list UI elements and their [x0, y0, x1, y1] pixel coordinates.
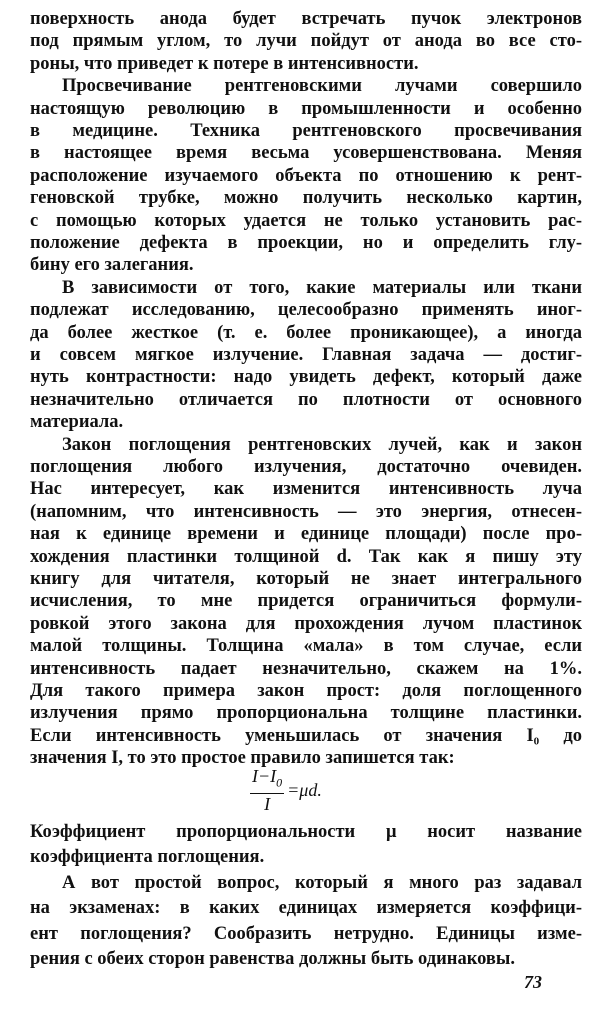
text-line: Для такого примера закон прост: доля поглощенного	[30, 681, 582, 701]
text-line: значения I, то это простое правило запишется так:	[30, 748, 455, 769]
text-line: роны, что приведет к потере в интенсивности.	[30, 53, 419, 74]
text-line: интенсивность падает незначительно, скажем на 1%.	[30, 658, 582, 679]
text-line: коэффициента поглощения.	[30, 847, 265, 868]
formula-denominator: I	[264, 793, 271, 814]
text-line: расположение изучаемого объекта по отношению к рент-	[30, 165, 582, 186]
text-line: ент поглощения? Сообразить нетрудно. Единицы изме-	[30, 923, 582, 944]
text-line: малой толщины. Толщина «мала» в том случае, если	[30, 636, 582, 657]
text-line: с помощью которых удается не только установить рас-	[30, 210, 582, 231]
absorption-formula	[250, 768, 322, 812]
text-line: поверхность анода будет встречать пучок электронов	[30, 9, 582, 29]
text-line: ная к единице времени и единице площади) после про-	[30, 524, 582, 545]
formula-subscript: 0	[276, 775, 283, 790]
formula-fraction	[250, 766, 284, 814]
formula-numerator	[250, 766, 284, 794]
text-line: под прямым углом, то лучи пойдут от анода во все сто-	[30, 31, 582, 52]
text-line: да более жесткое (т. е. более проникающее), а иногда	[30, 322, 582, 343]
text-line: рения с обеих сторон равенства должны быть одинаковы.	[30, 949, 515, 969]
text-line: Если интенсивность уменьшилась от значения I₀ до	[30, 725, 582, 746]
text-line: излучения прямо пропорциональна толщине пластинки.	[30, 703, 582, 724]
text-line: незначительно отличается по плотности от основного	[30, 389, 582, 410]
text-line: и совсем мягкое излучение. Главная задача — достиг-	[30, 345, 582, 365]
text-line: Коэффициент пропорциональности μ носит название	[30, 822, 582, 842]
formula-i: I	[252, 766, 258, 787]
text-line: в настоящее время весьма усовершенствована. Меняя	[30, 143, 582, 164]
text-line: материала.	[30, 412, 124, 433]
formula-i0: I	[270, 766, 277, 787]
text-line: в медицине. Техника рентгеновского просвечивания	[30, 121, 582, 141]
text-line: хождения пластинки толщиной d. Так как я пишу эту	[30, 546, 582, 567]
text-line: А вот простой вопрос, который я много раз задавал	[62, 872, 582, 893]
text-line: Закон поглощения рентгеновских лучей, как и закон	[62, 434, 582, 455]
text-line: на экзаменах: в каких единицах измеряется коэффици-	[30, 898, 582, 919]
text-line: настоящую революцию в промышленности и особенно	[30, 98, 582, 119]
text-line: Нас интересует, как изменится интенсивность луча	[30, 479, 582, 500]
formula-rhs: =μd.	[287, 779, 322, 800]
text-line: исчисления, то мне придется ограничиться формули-	[30, 591, 582, 612]
text-line: ровкой этого закона для прохождения лучом пластинок	[30, 613, 582, 634]
text-line: положение дефекта в проекции, но и определить глу-	[30, 233, 582, 253]
text-line: геновской трубке, можно получить несколько картин,	[30, 188, 582, 209]
page-number: 73	[524, 972, 542, 992]
text-line: подлежат исследованию, целесообразно применять иног-	[30, 300, 582, 321]
formula-minus: −	[258, 766, 271, 787]
text-line: книгу для читателя, который не знает интегрального	[30, 569, 582, 589]
text-line: нуть контрастности: надо увидеть дефект, который даже	[30, 367, 582, 388]
text-line: В зависимости от того, какие материалы или ткани	[62, 277, 582, 298]
text-line: бину его залегания.	[30, 255, 194, 276]
text-line: поглощения любого излучения, достаточно очевиден.	[30, 457, 582, 477]
text-line: (напомним, что интенсивность — это энергия, отнесен-	[30, 501, 582, 522]
text-line: Просвечивание рентгеновскими лучами совершило	[62, 76, 582, 97]
